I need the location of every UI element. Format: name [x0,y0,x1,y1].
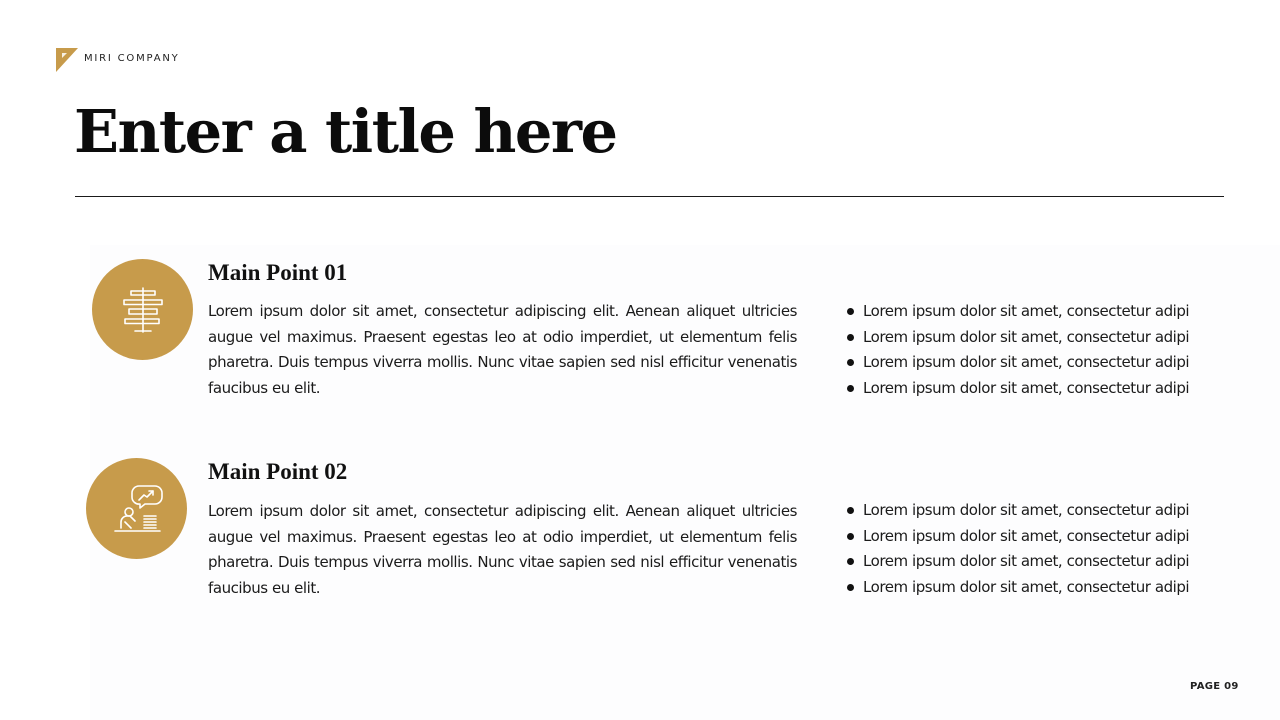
bullet-dot [847,308,854,315]
main-point-1-body: Lorem ipsum dolor sit amet, consectetur adipiscing elit. Aenean aliquet ultricies augue vel maximus. Praesent egestas leo at odio imperdiet, ut elementum felis pharetra. Duis tempus viverra mollis. Nunc vitae sapien sed nisl efficitur venenatis faucibus eu elit. [208,302,797,397]
bullet-text: Lorem ipsum dolor sit amet, consectetur adipi [863,526,1190,545]
bullet-text: Lorem ipsum dolor sit amet, consectetur adipi [863,302,1190,320]
bullet-item [846,350,1227,376]
bullet-item [846,549,1227,575]
bullet-dot [847,558,854,565]
bullet-text: Lorem ipsum dolor sit amet, consectetur adipi [863,378,1190,397]
bullet-dot [847,385,854,392]
bullet-dot [847,533,854,540]
bullet-text: Lorem ipsum dolor sit amet, consectetur adipi [863,577,1190,596]
bullet-item [846,498,1227,524]
company-logo [56,48,180,72]
folded-corner-flag-icon [56,48,78,72]
bullet-text: Lorem ipsum dolor sit amet, consectetur adipi [863,327,1190,346]
bullet-text: Lorem ipsum dolor sit amet, consectetur adipi [863,353,1190,372]
bullet-text: Lorem ipsum dolor sit amet, consectetur adipi [863,552,1190,571]
company-name: MIRI COMPANY [84,53,180,64]
main-point-2-icon-badge [86,458,187,559]
bullet-dot [847,584,854,591]
main-point-1-icon-badge [92,259,193,360]
bullet-dot [847,359,854,366]
signpost-icon [121,287,165,333]
bullet-item [846,376,1227,402]
main-point-2-body: Lorem ipsum dolor sit amet, consectetur adipiscing elit. Aenean aliquet ultricies augue vel maximus. Praesent egestas leo at odio imperdiet, ut elementum felis pharetra. Duis tempus viverra mollis. Nunc vitae sapien sed nisl efficitur venenatis faucibus eu elit. [208,502,797,597]
main-point-1-heading: Main Point 01 [208,260,348,285]
person-growth-chart-icon [111,484,163,534]
bullet-item [846,325,1227,351]
title-divider [75,196,1224,197]
main-point-2-bullets [846,498,1226,600]
bullet-item [846,575,1227,601]
bullet-text: Lorem ipsum dolor sit amet, consectetur adipi [863,501,1190,519]
bullet-dot [847,334,854,341]
bullet-item [846,524,1227,550]
page-number: PAGE 09 [1190,681,1239,692]
bullet-item [846,299,1227,325]
bullet-dot [847,507,854,514]
main-point-1-bullets [846,299,1226,401]
main-point-2-heading: Main Point 02 [208,459,348,484]
page-title: Enter a title here [74,97,617,166]
